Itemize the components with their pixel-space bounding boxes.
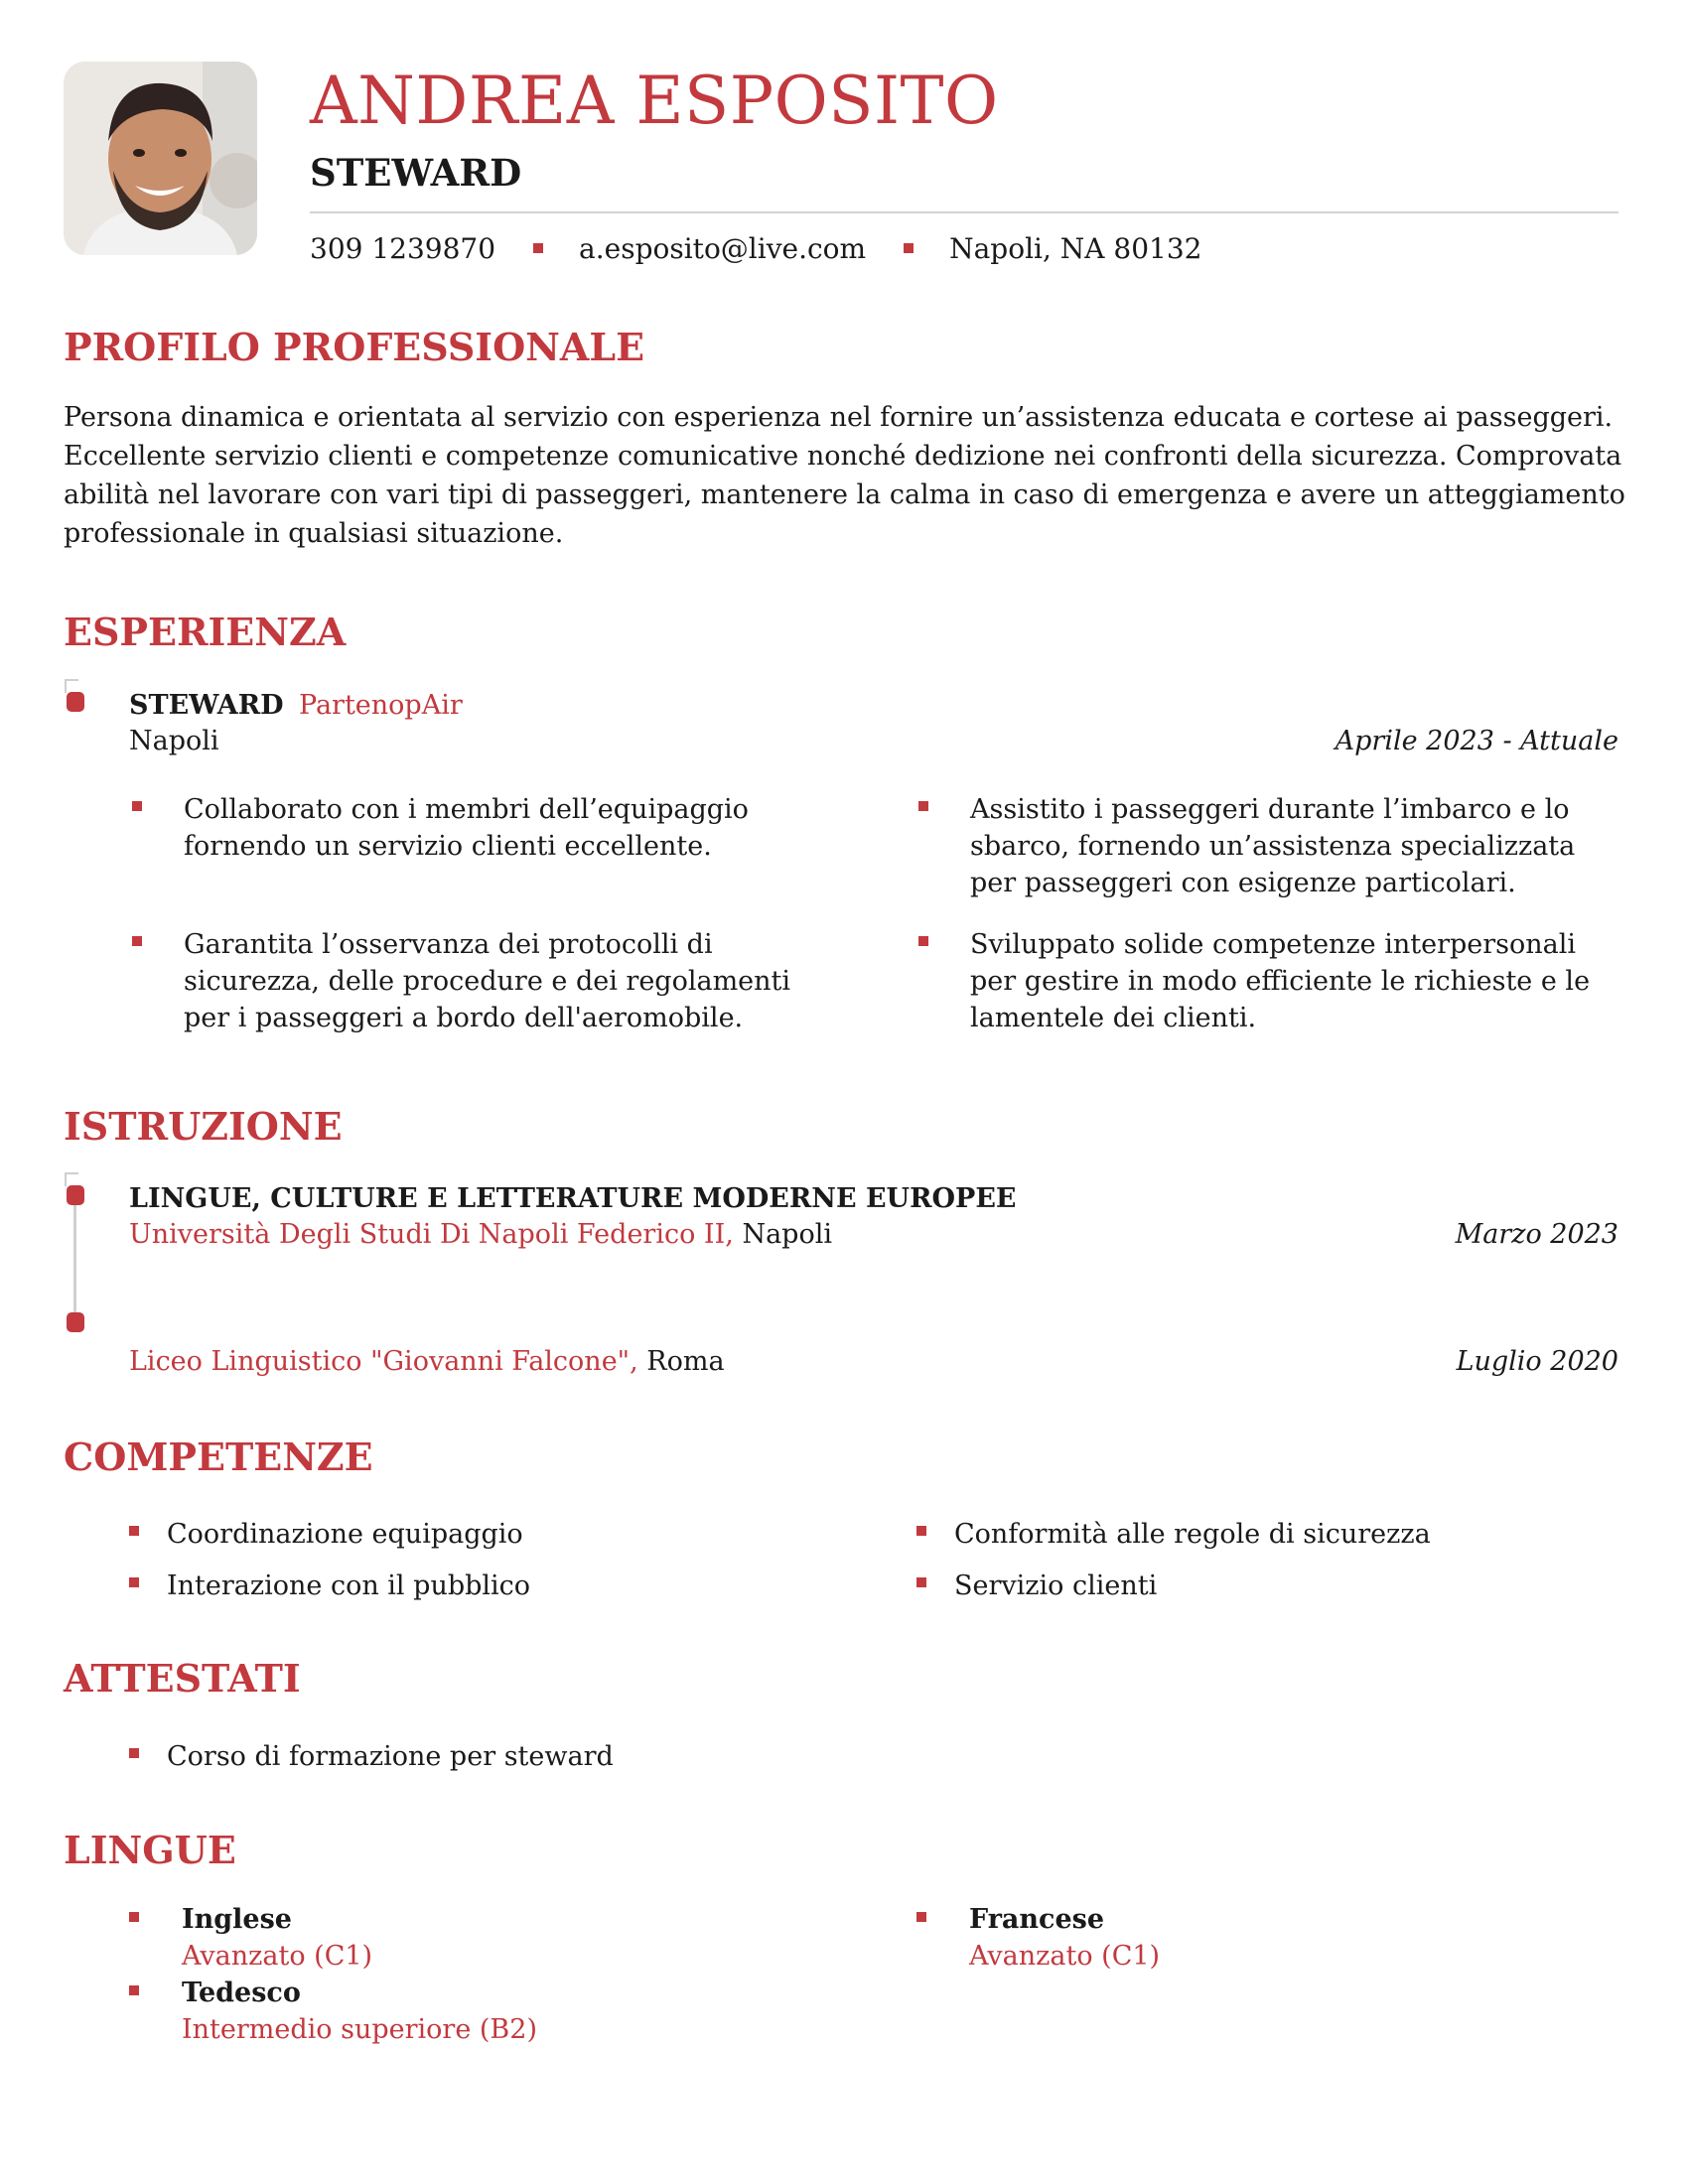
education-date: Marzo 2023 [1455, 1219, 1618, 1250]
candidate-job-title: STEWARD [310, 151, 522, 195]
skills-heading: COMPETENZE [64, 1434, 373, 1479]
skill-item: Interazione con il pubblico [167, 1570, 531, 1601]
separator-icon [904, 243, 914, 253]
school-name: Università Degli Studi Di Napoli Federico II, [129, 1219, 734, 1250]
education-degree: LINGUE, CULTURE E LETTERATURE MODERNE EUROPEE [129, 1183, 1017, 1214]
bullet-icon [918, 801, 928, 811]
job-bullet: Assistito i passeggeri durante l’imbarco e lo sbarco, fornendo un’assistenza specializzata per passeggeri con esigenze particolari. [970, 794, 1576, 898]
job-role: STEWARD [129, 690, 284, 721]
portrait-image [64, 62, 257, 255]
language-name: Francese [969, 1904, 1105, 1935]
contact-info [310, 226, 1201, 270]
school-city: Napoli [742, 1219, 832, 1250]
bullet-icon [132, 801, 142, 811]
job-bullet: Sviluppato solide competenze interpersonali per gestire in modo efficiente le richieste e le lamentele dei clienti. [970, 929, 1591, 1033]
location: Napoli, NA 80132 [949, 231, 1202, 265]
bullet-icon [129, 1577, 139, 1587]
profile-summary: Persona dinamica e orientata al servizio con esperienza nel fornire un’assistenza educata e cortese ai passeggeri. Eccellente servizio clienti e competenze comunicative nonché dedizione nei confronti della sicurezza. Comprovata abilità nel lavorare con vari tipi di passeggeri, mantenere la calma in caso di emergenza e avere un atteggiamento professionale in qualsiasi situazione. [64, 402, 1625, 549]
bullet-icon [129, 1985, 139, 1995]
job-company: PartenopAir [299, 690, 463, 721]
language-level: Avanzato (C1) [182, 1941, 373, 1972]
job-dates: Aprile 2023 - Attuale [1335, 726, 1618, 756]
bullet-icon [132, 936, 142, 946]
email-address[interactable]: a.esposito@live.com [579, 231, 867, 265]
bullet-icon [916, 1577, 926, 1587]
bullet-icon [916, 1912, 926, 1922]
languages-heading: LINGUE [64, 1828, 236, 1872]
candidate-name: ANDREA ESPOSITO [310, 63, 999, 139]
education-date: Luglio 2020 [1456, 1346, 1618, 1377]
education-institution [129, 1216, 832, 1253]
separator-icon [533, 243, 543, 253]
timeline-dot [67, 1185, 84, 1205]
profile-photo [64, 62, 257, 255]
language-level: Avanzato (C1) [969, 1941, 1161, 1972]
experience-heading: ESPERIENZA [64, 610, 347, 654]
bullet-icon [918, 936, 928, 946]
education-heading: ISTRUZIONE [64, 1104, 343, 1149]
timeline-corner [65, 1172, 78, 1186]
phone-number: 309 1239870 [310, 231, 496, 265]
certificates-heading: ATTESTATI [64, 1656, 301, 1701]
school-city: Roma [646, 1346, 725, 1377]
language-level: Intermedio superiore (B2) [182, 2014, 537, 2045]
timeline-corner [65, 679, 78, 693]
skill-item: Conformità alle regole di sicurezza [954, 1519, 1431, 1550]
language-name: Inglese [182, 1904, 292, 1935]
timeline-dot [67, 692, 84, 712]
job-bullet: Garantita l’osservanza dei protocolli di sicurezza, delle procedure e dei regolamenti per i passeggeri a bordo dell'aeromobile. [184, 929, 791, 1033]
education-institution [129, 1343, 725, 1380]
school-name: Liceo Linguistico "Giovanni Falcone", [129, 1346, 638, 1377]
timeline-line [73, 1205, 76, 1312]
bullet-icon [129, 1912, 139, 1922]
bullet-icon [129, 1748, 139, 1758]
job-city: Napoli [129, 726, 219, 756]
header-divider [310, 211, 1618, 213]
job-bullet: Collaborato con i membri dell’equipaggio fornendo un servizio clienti eccellente. [184, 794, 749, 862]
certificate-item: Corso di formazione per steward [167, 1741, 614, 1772]
bullet-icon [916, 1526, 926, 1536]
bullet-icon [129, 1526, 139, 1536]
profile-heading: PROFILO PROFESSIONALE [64, 325, 645, 369]
skill-item: Coordinazione equipaggio [167, 1519, 523, 1550]
language-name: Tedesco [182, 1978, 301, 2008]
timeline-dot [67, 1312, 84, 1332]
skill-item: Servizio clienti [954, 1570, 1158, 1601]
